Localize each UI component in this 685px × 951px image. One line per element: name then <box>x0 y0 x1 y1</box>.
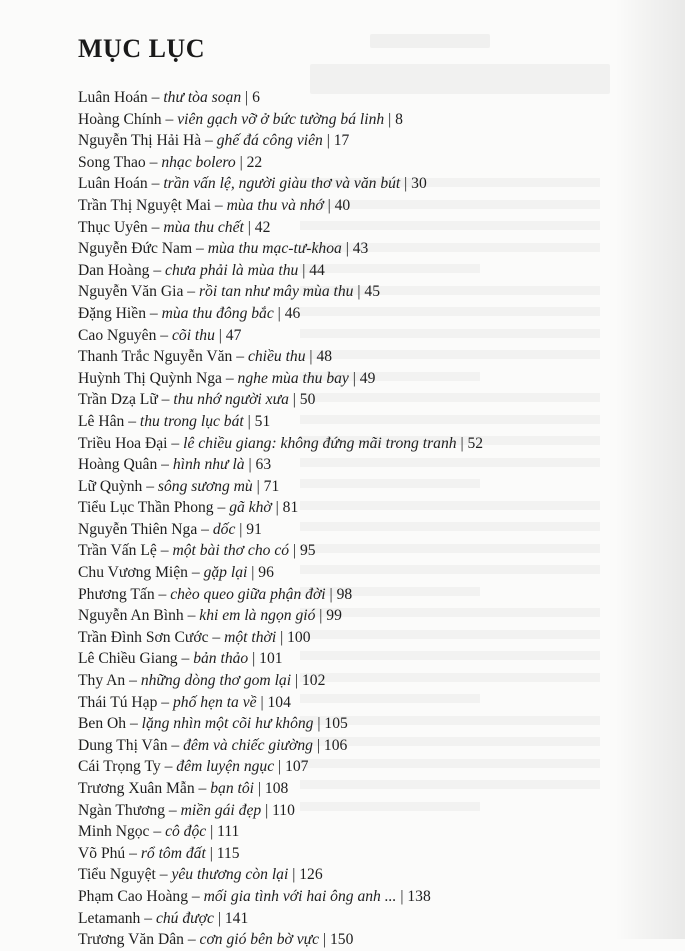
toc-page-number: 46 <box>284 304 301 322</box>
toc-page-number: 17 <box>333 132 350 150</box>
toc-entry <box>78 540 483 562</box>
toc-separator: | <box>261 801 273 819</box>
toc-author: Tiểu Nguyệt <box>78 866 156 884</box>
toc-author: Letamanh <box>78 909 141 927</box>
toc-page-number: 106 <box>323 736 348 754</box>
toc-work: đêm luyện ngục <box>176 758 275 776</box>
toc-entry <box>78 584 483 606</box>
toc-entry <box>78 908 483 930</box>
toc-dash: – <box>210 196 227 214</box>
page-title: MỤC LỤC <box>78 34 205 63</box>
toc-page-number: 22 <box>246 153 263 171</box>
toc-author: Phương Tấn <box>78 585 155 603</box>
toc-dash: – <box>157 391 174 409</box>
toc-entry <box>78 368 483 390</box>
toc-author: Thanh Trắc Nguyễn Văn <box>78 348 233 366</box>
toc-entry <box>78 713 483 735</box>
toc-author: Cao Nguyên <box>78 326 157 344</box>
toc-dash: – <box>156 326 172 344</box>
toc-separator: | <box>291 672 302 690</box>
toc-separator: | <box>214 326 226 344</box>
toc-work: trần vấn lệ, người giàu thơ và văn bút <box>163 175 401 193</box>
toc-page-number: 110 <box>272 801 295 819</box>
toc-author: Nguyễn Văn Gia <box>78 283 184 301</box>
toc-author: Triều Hoa Đại <box>78 434 168 452</box>
toc-author: Minh Ngọc <box>78 823 150 841</box>
toc-entry <box>78 886 483 908</box>
toc-separator: | <box>205 844 217 862</box>
toc-dash: – <box>161 110 178 128</box>
toc-dash: – <box>146 304 162 322</box>
toc-author: Luân Hoán <box>78 175 148 193</box>
toc-work: cô độc <box>165 823 207 841</box>
toc-page-number: 150 <box>330 931 354 949</box>
toc-entry <box>78 325 483 347</box>
toc-work: một thời <box>224 628 277 646</box>
toc-work: một bài thơ cho có <box>172 542 290 560</box>
toc-author: Nguyễn Thị Hải Hà <box>78 132 202 150</box>
toc-separator: | <box>396 887 408 905</box>
toc-work: rổ tôm đất <box>140 844 206 862</box>
toc-entry <box>78 281 483 303</box>
toc-author: Nguyễn Thiên Nga <box>78 520 198 538</box>
toc-author: Trần Dzạ Lữ <box>78 391 158 409</box>
toc-entry <box>78 217 483 239</box>
toc-work: thu trong lục bát <box>139 412 244 430</box>
toc-separator: | <box>348 369 360 387</box>
toc-dash: – <box>124 412 140 430</box>
toc-entry <box>78 303 483 325</box>
toc-page-number: 44 <box>309 261 325 279</box>
toc-work: dốc <box>212 520 236 538</box>
toc-dash: – <box>142 477 158 495</box>
toc-dash: – <box>167 736 184 754</box>
toc-author: Thái Tú Hạp <box>78 693 158 711</box>
toc-page-number: 96 <box>258 564 274 582</box>
toc-separator: | <box>213 909 225 927</box>
toc-dash: – <box>188 887 204 905</box>
toc-entry <box>78 195 483 217</box>
toc-work: đêm và chiếc giường <box>183 736 313 754</box>
toc-separator: | <box>315 607 327 625</box>
toc-dash: – <box>147 89 164 106</box>
toc-dash: – <box>192 240 208 258</box>
toc-work: chiều thu <box>247 348 306 366</box>
toc-dash: – <box>177 650 194 668</box>
toc-entry <box>78 389 483 411</box>
toc-dash: – <box>154 585 171 603</box>
toc-page-number: 141 <box>224 909 249 927</box>
toc-page-number: 43 <box>352 240 369 258</box>
toc-entry <box>78 562 483 584</box>
toc-separator: | <box>244 456 256 474</box>
toc-entry <box>78 692 483 714</box>
toc-dash: – <box>183 931 200 949</box>
toc-work: lặng nhìn một cõi hư không <box>141 715 314 733</box>
toc-work: miền gái đẹp <box>180 801 262 819</box>
toc-author: Huỳnh Thị Quỳnh Nga <box>78 369 222 387</box>
toc-page-number: 105 <box>324 715 348 733</box>
toc-work: những dòng thơ gom lại <box>140 672 292 690</box>
toc-work: hình như là <box>172 456 245 474</box>
toc-separator: | <box>235 520 247 538</box>
toc-author: Ben Oh <box>78 715 127 733</box>
toc-separator: | <box>322 132 334 150</box>
toc-entry <box>78 411 483 433</box>
toc-entry <box>78 821 483 843</box>
toc-page-number: 115 <box>216 844 240 862</box>
toc-entry <box>78 800 483 822</box>
toc-separator: | <box>298 261 310 279</box>
toc-entry <box>78 519 483 541</box>
toc-work: sông sương mù <box>157 477 253 495</box>
toc-entry <box>78 476 483 498</box>
toc-dash: – <box>213 499 230 517</box>
toc-author: Nguyễn Đức Nam <box>78 240 193 258</box>
toc-author: Lê Chiều Giang <box>78 650 178 668</box>
toc-entry <box>78 864 483 886</box>
toc-separator: | <box>256 693 268 711</box>
toc-page-number: 48 <box>316 348 333 366</box>
toc-separator: | <box>252 477 264 495</box>
toc-separator: | <box>248 650 260 668</box>
toc-work: lê chiều giang: không đứng mãi trong tranh <box>183 434 457 452</box>
toc-separator: | <box>273 304 285 322</box>
toc-work: gặp lại <box>203 564 248 582</box>
toc-page-number: 98 <box>336 585 353 603</box>
toc-dash: – <box>149 261 166 279</box>
toc-page-number: 49 <box>359 369 376 387</box>
toc-separator: | <box>323 196 335 214</box>
toc-page-number: 91 <box>246 520 262 538</box>
toc-page-number: 47 <box>225 326 242 344</box>
toc-entry <box>78 778 483 800</box>
toc-work: chèo queo giữa phận đời <box>170 585 326 603</box>
toc-dash: – <box>155 866 172 884</box>
toc-author: Đặng Hiền <box>78 304 146 322</box>
toc-separator: | <box>319 931 330 949</box>
toc-page-number: 50 <box>299 391 316 409</box>
toc-page-number: 81 <box>282 499 299 517</box>
toc-separator: | <box>243 412 255 430</box>
toc-page-number: 138 <box>407 887 431 905</box>
toc-entry <box>78 843 483 865</box>
page-spine-shadow <box>615 0 685 939</box>
toc-separator: | <box>243 218 255 236</box>
toc-work: mùa thu mạc-tư-khoa <box>207 240 342 258</box>
toc-author: Trương Xuân Mẫn <box>78 780 195 797</box>
toc-entry <box>78 346 483 368</box>
toc-separator: | <box>235 153 247 171</box>
toc-dash: – <box>201 132 217 150</box>
toc-dash: – <box>160 758 177 776</box>
toc-dash: – <box>147 175 164 193</box>
toc-work: chú được <box>155 909 214 927</box>
toc-work: mùa thu và nhớ <box>226 196 324 214</box>
toc-entry <box>78 670 483 692</box>
toc-work: mùa thu chết <box>163 218 244 236</box>
toc-author: Lữ Quỳnh <box>78 477 143 495</box>
toc-page-number: 42 <box>254 218 271 236</box>
toc-work: nghe mùa thu bay <box>237 369 349 387</box>
toc-separator: | <box>271 499 283 517</box>
toc-work: gã khờ <box>229 499 272 517</box>
toc-author: Luân Hoán <box>78 89 148 106</box>
toc-entry <box>78 87 483 109</box>
toc-separator: | <box>400 175 412 193</box>
toc-separator: | <box>325 585 337 603</box>
toc-dash: – <box>232 348 248 366</box>
toc-separator: | <box>341 240 353 258</box>
toc-dash: – <box>197 520 213 538</box>
toc-separator: | <box>241 89 253 106</box>
toc-work: thư tòa soạn <box>163 89 242 106</box>
toc-separator: | <box>276 628 288 646</box>
toc-dash: – <box>125 672 141 690</box>
toc-separator: | <box>384 110 396 128</box>
toc-separator: | <box>353 283 365 301</box>
toc-dash: – <box>183 283 199 301</box>
toc-work: mối gia tình với hai ông anh ... <box>203 887 397 905</box>
toc-page-number: 101 <box>259 650 283 668</box>
toc-author: Ngàn Thương <box>78 801 166 819</box>
toc-author: Hoàng Chính <box>78 110 162 128</box>
toc-work: khi em là ngọn gió <box>199 607 316 625</box>
toc-author: Nguyễn An Bình <box>78 607 184 625</box>
toc-author: Thy An <box>78 672 126 690</box>
toc-page-number: 95 <box>299 542 316 560</box>
toc-work: yêu thương còn lại <box>171 866 289 884</box>
toc-work: thu nhớ người xưa <box>173 391 289 409</box>
toc-page-number: 51 <box>254 412 271 430</box>
toc-author: Phạm Cao Hoàng <box>78 887 189 905</box>
toc-entry <box>78 152 483 174</box>
toc-author: Cái Trọng Ty <box>78 758 161 776</box>
toc-entry <box>78 433 483 455</box>
toc-entry <box>78 109 483 131</box>
toc-page-number: 71 <box>263 477 280 495</box>
toc-separator: | <box>288 866 300 884</box>
toc-author: Tiểu Lục Thần Phong <box>78 499 214 517</box>
toc-author: Hoàng Quân <box>78 456 158 474</box>
toc-page-number: 107 <box>285 758 309 776</box>
toc-work: chưa phải là mùa thu <box>165 261 299 279</box>
toc-entry <box>78 260 483 282</box>
toc-author: Trần Thị Nguyệt Mai <box>78 196 211 214</box>
toc-author: Song Thao <box>78 153 146 171</box>
toc-dash: – <box>140 909 156 927</box>
toc-work: cơn gió bên bờ vực <box>199 931 320 949</box>
toc-entry <box>78 238 483 260</box>
toc-work: phố hẹn ta về <box>173 693 257 711</box>
toc-author: Lê Hân <box>78 412 125 430</box>
toc-dash: – <box>157 693 173 711</box>
toc-dash: – <box>208 628 225 646</box>
toc-page-number: 108 <box>264 780 289 797</box>
toc-author: Trần Đình Sơn Cước <box>78 628 209 646</box>
toc-author: Chu Vương Miện <box>78 564 188 582</box>
toc-entry <box>78 130 483 152</box>
toc-page-number: 63 <box>255 456 272 474</box>
toc-entry <box>78 173 483 195</box>
toc-entry <box>78 756 483 778</box>
toc-work: cõi thu <box>171 326 215 344</box>
toc-dash: – <box>183 607 200 625</box>
toc-dash: – <box>194 780 211 797</box>
toc-separator: | <box>289 542 300 560</box>
toc-separator: | <box>312 736 324 754</box>
toc-dash: – <box>145 153 162 171</box>
toc-separator: | <box>305 348 317 366</box>
toc-separator: | <box>247 564 259 582</box>
toc-dash: – <box>165 801 181 819</box>
toc-dash: – <box>126 715 142 733</box>
toc-author: Trần Vấn Lệ <box>78 542 157 560</box>
toc-dash: – <box>149 823 166 841</box>
toc-page-number: 8 <box>395 110 403 128</box>
toc-page-number: 45 <box>364 283 380 301</box>
toc-entry <box>78 497 483 519</box>
toc-page-number: 102 <box>301 672 326 690</box>
toc-dash: – <box>167 434 184 452</box>
toc-page-number: 6 <box>252 89 260 106</box>
toc-page-number: 100 <box>287 628 311 646</box>
toc-dash: – <box>221 369 238 387</box>
toc-separator: | <box>313 715 325 733</box>
toc-entry <box>78 627 483 649</box>
toc-page-number: 99 <box>326 607 342 625</box>
toc-author: Trương Văn Dân <box>78 931 184 949</box>
toc-work: ghế đá công viên <box>216 132 323 150</box>
toc-work: bản thảo <box>193 650 249 668</box>
toc-entry <box>78 454 483 476</box>
toc-dash: – <box>156 542 173 560</box>
toc-page-number: 40 <box>334 196 351 214</box>
toc-author: Dung Thị Vân <box>78 736 168 754</box>
table-of-contents <box>78 87 483 951</box>
toc-dash: – <box>157 456 173 474</box>
toc-work: nhạc bolero <box>161 153 236 171</box>
toc-author: Dan Hoàng <box>78 261 150 279</box>
toc-author: Võ Phú <box>78 844 126 862</box>
toc-entry <box>78 605 483 627</box>
toc-work: mùa thu đông bắc <box>161 304 274 322</box>
toc-separator: | <box>288 391 300 409</box>
toc-work: viên gạch vỡ ở bức tường bá linh <box>177 110 385 128</box>
toc-entry <box>78 648 483 670</box>
toc-entry <box>78 735 483 757</box>
toc-author: Thục Uyên <box>78 218 148 236</box>
toc-separator: | <box>206 823 218 841</box>
toc-page-number: 111 <box>217 823 240 841</box>
toc-dash: – <box>187 564 204 582</box>
toc-work: rồi tan như mây mùa thu <box>198 283 354 301</box>
toc-page-number: 30 <box>411 175 427 193</box>
toc-work: bạn tôi <box>210 780 254 797</box>
toc-page-number: 104 <box>267 693 291 711</box>
toc-entry <box>78 929 483 951</box>
toc-page-number: 52 <box>467 434 484 452</box>
toc-dash: – <box>147 218 164 236</box>
toc-separator: | <box>456 434 468 452</box>
toc-separator: | <box>253 780 265 797</box>
toc-separator: | <box>274 758 286 776</box>
toc-page-number: 126 <box>299 866 323 884</box>
toc-dash: – <box>125 844 141 862</box>
